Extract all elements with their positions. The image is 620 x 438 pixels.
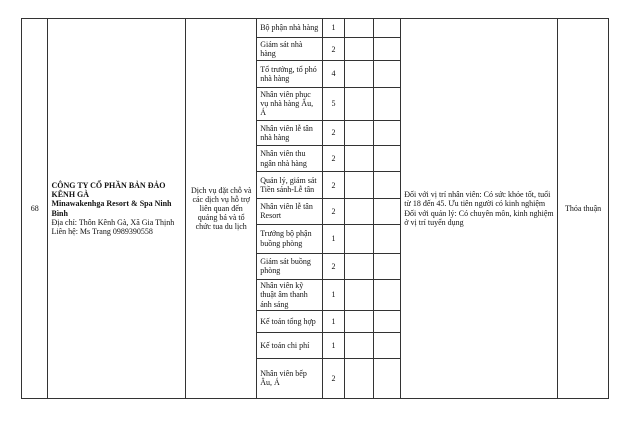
company-address: Địa chỉ: Thôn Kênh Gà, Xã Gia Thịnh bbox=[51, 217, 175, 227]
empty-cell-a bbox=[345, 311, 374, 333]
position-title: Giám sát nhà hàng bbox=[257, 38, 323, 61]
empty-cell-a bbox=[345, 172, 374, 199]
salary-cell: Thỏa thuận bbox=[558, 19, 609, 399]
empty-cell-b bbox=[373, 172, 401, 199]
position-title: Giám sát buồng phòng bbox=[257, 253, 323, 279]
position-quantity: 5 bbox=[322, 87, 344, 120]
empty-cell-a bbox=[345, 279, 374, 310]
position-title: Tổ trưởng, tổ phó nhà hàng bbox=[257, 61, 323, 87]
position-quantity: 2 bbox=[322, 253, 344, 279]
empty-cell-a bbox=[345, 224, 374, 253]
position-title: Quản lý, giám sát Tiền sảnh-Lễ tân bbox=[257, 172, 323, 199]
empty-cell-a bbox=[345, 145, 374, 171]
position-quantity: 1 bbox=[322, 311, 344, 333]
position-quantity: 1 bbox=[322, 19, 344, 38]
position-title: Nhân viên lễ tân Resort bbox=[257, 199, 323, 224]
empty-cell-a bbox=[345, 87, 374, 120]
company-contact: Liên hệ: Ms Trang 0989390558 bbox=[51, 226, 153, 236]
empty-cell-b bbox=[373, 61, 401, 87]
empty-cell-b bbox=[373, 279, 401, 310]
position-quantity: 2 bbox=[322, 199, 344, 224]
position-quantity: 2 bbox=[322, 358, 344, 398]
empty-cell-a bbox=[345, 199, 374, 224]
position-title: Bộ phận nhà hàng bbox=[257, 19, 323, 38]
position-quantity: 1 bbox=[322, 279, 344, 310]
empty-cell-a bbox=[345, 38, 374, 61]
empty-cell-a bbox=[345, 253, 374, 279]
row-number: 68 bbox=[22, 19, 48, 399]
requirements-cell: Đối với vị trí nhân viên: Có sức khỏe tốt, tuổi từ 18 đến 45. Ưu tiên người có kinh nghiệm Đối với quản lý: Có chuyên môn, kinh nghiệm ở vị trí tuyển dụng bbox=[401, 19, 558, 399]
empty-cell-b bbox=[373, 358, 401, 398]
empty-cell-b bbox=[373, 253, 401, 279]
table-row bbox=[22, 19, 609, 38]
empty-cell-b bbox=[373, 311, 401, 333]
position-quantity: 1 bbox=[322, 333, 344, 358]
empty-cell-b bbox=[373, 199, 401, 224]
empty-cell-b bbox=[373, 38, 401, 61]
position-title: Nhân viên bếp Âu, Á bbox=[257, 358, 323, 398]
empty-cell-b bbox=[373, 19, 401, 38]
position-title: Kế toán tổng hợp bbox=[257, 311, 323, 333]
recruitment-table-frame bbox=[21, 18, 609, 399]
position-title: Nhân viên lễ tân nhà hàng bbox=[257, 120, 323, 145]
position-quantity: 2 bbox=[322, 145, 344, 171]
position-quantity: 2 bbox=[322, 172, 344, 199]
position-title: Nhân viên kỹ thuật âm thanh ánh sáng bbox=[257, 279, 323, 310]
empty-cell-a bbox=[345, 19, 374, 38]
position-title: Nhân viên thu ngân nhà hàng bbox=[257, 145, 323, 171]
position-quantity: 2 bbox=[322, 38, 344, 61]
empty-cell-a bbox=[345, 333, 374, 358]
company-cell bbox=[48, 19, 186, 399]
position-title: Nhân viên phục vụ nhà hàng Âu, Á bbox=[257, 87, 323, 120]
position-quantity: 4 bbox=[322, 61, 344, 87]
empty-cell-b bbox=[373, 333, 401, 358]
empty-cell-b bbox=[373, 224, 401, 253]
company-name: CÔNG TY CỔ PHẦN BẢN ĐẢO KÊNH GÀ bbox=[51, 180, 166, 200]
empty-cell-b bbox=[373, 87, 401, 120]
position-quantity: 2 bbox=[322, 120, 344, 145]
position-title: Kế toán chi phí bbox=[257, 333, 323, 358]
service-description: Dịch vụ đặt chỗ và các dịch vụ hỗ trợ liên quan đến quảng bá và tổ chức tua du lịch bbox=[186, 19, 257, 399]
empty-cell-a bbox=[345, 358, 374, 398]
position-quantity: 1 bbox=[322, 224, 344, 253]
company-brand: Minawakenhga Resort & Spa Ninh Bình bbox=[51, 199, 172, 218]
recruitment-table bbox=[21, 18, 609, 399]
empty-cell-a bbox=[345, 61, 374, 87]
empty-cell-b bbox=[373, 145, 401, 171]
position-title: Trưởng bộ phận buồng phòng bbox=[257, 224, 323, 253]
empty-cell-a bbox=[345, 120, 374, 145]
empty-cell-b bbox=[373, 120, 401, 145]
